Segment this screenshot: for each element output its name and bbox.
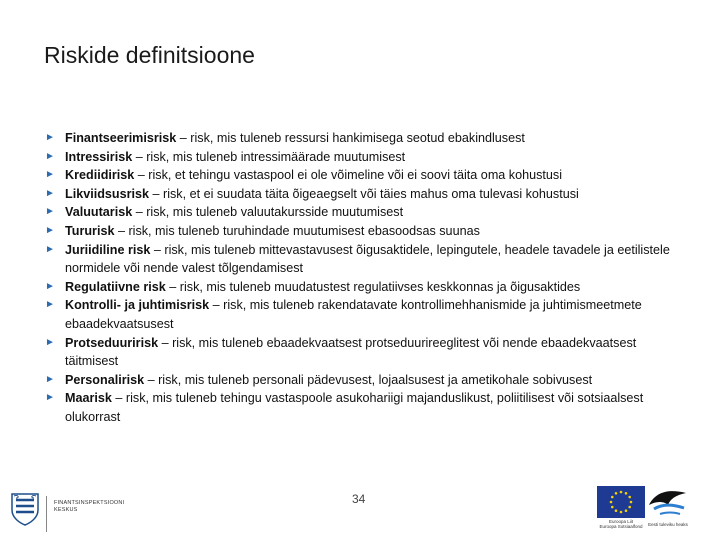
- organisation-name: FINANTSINSPEKTSIOONI KESKUS: [54, 500, 125, 513]
- item-text: – risk, mis tuleneb ressursi hankimisega seotud ebakindlusest: [176, 131, 525, 145]
- list-item: [45, 166, 685, 185]
- item-term: Personalirisk: [65, 372, 145, 387]
- bullet-arrow-icon: ►: [45, 187, 55, 199]
- definitions-list: [45, 129, 685, 427]
- eu-flag-icon: [597, 486, 645, 518]
- bullet-arrow-icon: ►: [45, 336, 55, 348]
- item-term: Likviidsusrisk: [65, 186, 149, 201]
- bullet-arrow-icon: ►: [45, 373, 55, 385]
- item-term: Tururisk: [65, 223, 115, 238]
- list-item: [45, 241, 685, 278]
- bullet-arrow-icon: ►: [45, 169, 55, 181]
- item-term: Krediidirisk: [65, 168, 135, 183]
- item-text: – risk, mis tuleneb rakendatavate kontrollimehhanismide ja juhtimismeetmete ebaadekvaatsusest: [65, 298, 642, 331]
- bullet-arrow-icon: ►: [45, 280, 55, 292]
- coat-of-arms-icon: [10, 492, 40, 526]
- list-item: [45, 203, 685, 222]
- item-text: – risk, mis tuleneb turuhindade muutumisest ebasoodsas suunas: [114, 223, 480, 238]
- item-term: Maarisk: [65, 391, 112, 406]
- item-text: – risk, mis tuleneb ebaadekvaatsest protseduurireeglitest või nende ebaadekvaatsest täitmisest: [65, 335, 637, 369]
- item-term: Juriidiline risk: [65, 242, 151, 257]
- bullet-arrow-icon: ►: [45, 243, 55, 255]
- list-item: [45, 371, 685, 390]
- list-item: [45, 185, 685, 204]
- organisation-logo: [10, 492, 125, 531]
- item-term: Protseduuririsk: [65, 335, 159, 350]
- item-text: – risk, mis tuleneb muudatustest regulatiivses keskkonnas ja õigusaktides: [165, 279, 581, 294]
- list-item: [45, 148, 685, 167]
- bullet-arrow-icon: ►: [45, 392, 55, 404]
- item-text: – risk, et tehingu vastaspool ei ole võimeline või ei soovi täita oma kohustusi: [134, 168, 563, 183]
- item-text: – risk, mis tuleneb personali pädevusest, lojaalsusest ja ametikohale sobivusest: [144, 372, 593, 387]
- item-text: – risk, mis tuleneb tehingu vastaspoole asukohariigi majanduslikust, poliitilisest või sotsiaalsest olukorrast: [65, 391, 644, 424]
- estonia-swallow-logo-icon: [646, 485, 690, 521]
- item-term: Valuutarisk: [65, 205, 133, 220]
- logo-divider: [46, 496, 47, 532]
- item-term: Kontrolli- ja juhtimisrisk: [65, 298, 210, 313]
- bullet-arrow-icon: ►: [45, 132, 55, 143]
- item-term: Finantseerimisrisk: [65, 131, 177, 145]
- item-text: – risk, et ei suudata täita õigeaegselt või täies mahus oma tulevasi kohustusi: [149, 186, 579, 201]
- page-number: 34: [352, 492, 366, 506]
- list-item: [45, 334, 685, 371]
- item-text: – risk, mis tuleneb valuutakursside muutumisest: [132, 205, 404, 220]
- bullet-arrow-icon: ►: [45, 150, 55, 162]
- eu-caption: Euroopa Liit Euroopa Sotsiaalfond: [599, 519, 643, 529]
- list-item: [45, 278, 685, 297]
- list-item: [45, 222, 685, 241]
- list-item: [45, 129, 685, 148]
- bullet-arrow-icon: ►: [45, 299, 55, 311]
- estonia-caption: Eesti tuleviku heaks: [648, 522, 688, 527]
- item-term: Regulatiivne risk: [65, 279, 166, 294]
- slide-title: Riskide definitsioone: [44, 42, 255, 68]
- item-text: – risk, mis tuleneb intressimäärade muutumisest: [132, 149, 406, 164]
- list-item: [45, 389, 685, 426]
- list-item: [45, 296, 685, 333]
- item-text: – risk, mis tuleneb mittevastavusest õigusaktidele, lepingutele, headele tavadele ja eetilistele normidele või nende valest tõlgendamisest: [65, 242, 670, 276]
- item-term: Intressirisk: [65, 149, 133, 164]
- bullet-arrow-icon: ►: [45, 224, 55, 236]
- bullet-arrow-icon: ►: [45, 206, 55, 218]
